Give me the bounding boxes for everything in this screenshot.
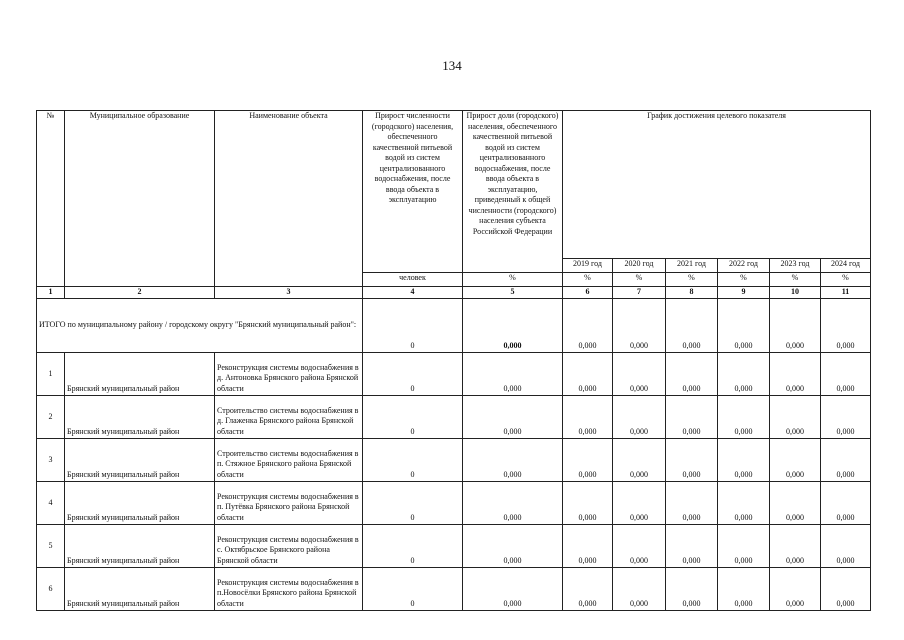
header-year-2023: 2023 год xyxy=(770,259,821,273)
row-year-value: 0,000 xyxy=(666,353,718,396)
header-row xyxy=(37,111,871,259)
row-year-value: 0,000 xyxy=(613,439,666,482)
row-year-value: 0,000 xyxy=(821,396,871,439)
table-row xyxy=(37,439,871,482)
unit-percent: % xyxy=(463,273,563,287)
table-row xyxy=(37,525,871,568)
row-year-value: 0,000 xyxy=(821,525,871,568)
total-2023: 0,000 xyxy=(770,299,821,353)
row-number: 4 xyxy=(37,482,65,525)
row-people: 0 xyxy=(363,482,463,525)
header-year-2024: 2024 год xyxy=(821,259,871,273)
row-number: 5 xyxy=(37,525,65,568)
row-people: 0 xyxy=(363,568,463,611)
row-number: 6 xyxy=(37,568,65,611)
total-label: ИТОГО по муниципальному району / городскому округу "Брянский муниципальный район": xyxy=(37,299,363,353)
col-number-5: 5 xyxy=(463,287,563,299)
total-people: 0 xyxy=(363,299,463,353)
row-year-value: 0,000 xyxy=(563,439,613,482)
row-municipality: Брянский муниципальный район xyxy=(65,353,215,396)
col-number-4: 4 xyxy=(363,287,463,299)
total-2019: 0,000 xyxy=(563,299,613,353)
table-row xyxy=(37,396,871,439)
row-year-value: 0,000 xyxy=(770,396,821,439)
row-year-value: 0,000 xyxy=(666,482,718,525)
row-year-value: 0,000 xyxy=(613,482,666,525)
row-year-value: 0,000 xyxy=(770,568,821,611)
unit-year-2022: % xyxy=(718,273,770,287)
row-object-name: Строительство системы водоснабжения в д. Глаженка Брянского района Брянской области xyxy=(215,396,363,439)
row-number: 3 xyxy=(37,439,65,482)
row-object-name: Реконструкция системы водоснабжения в п. Путёвка Брянского района Брянской области xyxy=(215,482,363,525)
table-row xyxy=(37,568,871,611)
row-people: 0 xyxy=(363,525,463,568)
total-2020: 0,000 xyxy=(613,299,666,353)
row-year-value: 0,000 xyxy=(770,439,821,482)
col-number-8: 8 xyxy=(666,287,718,299)
row-year-value: 0,000 xyxy=(821,568,871,611)
row-object-name: Реконструкция системы водоснабжения в с. Октябрьское Брянского района Брянской области xyxy=(215,525,363,568)
total-row xyxy=(37,299,871,353)
col-number-6: 6 xyxy=(563,287,613,299)
row-people: 0 xyxy=(363,439,463,482)
row-municipality: Брянский муниципальный район xyxy=(65,568,215,611)
row-share: 0,000 xyxy=(463,482,563,525)
header-schedule: График достижения целевого показателя xyxy=(563,111,871,259)
row-share: 0,000 xyxy=(463,568,563,611)
page-number: 134 xyxy=(442,58,462,73)
row-year-value: 0,000 xyxy=(666,396,718,439)
table-row xyxy=(37,353,871,396)
row-municipality: Брянский муниципальный район xyxy=(65,439,215,482)
header-year-2022: 2022 год xyxy=(718,259,770,273)
unit-year-2020: % xyxy=(613,273,666,287)
col-number-11: 11 xyxy=(821,287,871,299)
row-year-value: 0,000 xyxy=(718,525,770,568)
total-2021: 0,000 xyxy=(666,299,718,353)
row-year-value: 0,000 xyxy=(770,482,821,525)
unit-year-2023: % xyxy=(770,273,821,287)
header-municipality: Муниципальное образование xyxy=(65,111,215,287)
row-year-value: 0,000 xyxy=(718,482,770,525)
row-share: 0,000 xyxy=(463,525,563,568)
row-municipality: Брянский муниципальный район xyxy=(65,525,215,568)
row-object-name: Реконструкция системы водоснабжения в д. Антоновка Брянского района Брянской области xyxy=(215,353,363,396)
row-year-value: 0,000 xyxy=(613,525,666,568)
column-numbers-row xyxy=(37,287,871,299)
col-number-7: 7 xyxy=(613,287,666,299)
unit-year-2024: % xyxy=(821,273,871,287)
col-number-9: 9 xyxy=(718,287,770,299)
row-year-value: 0,000 xyxy=(666,439,718,482)
row-year-value: 0,000 xyxy=(666,525,718,568)
col-number-1: 1 xyxy=(37,287,65,299)
table-row xyxy=(37,482,871,525)
col-number-10: 10 xyxy=(770,287,821,299)
row-year-value: 0,000 xyxy=(563,568,613,611)
row-share: 0,000 xyxy=(463,396,563,439)
col-number-3: 3 xyxy=(215,287,363,299)
total-2024: 0,000 xyxy=(821,299,871,353)
header-object: Наименование объекта xyxy=(215,111,363,287)
row-year-value: 0,000 xyxy=(770,353,821,396)
row-year-value: 0,000 xyxy=(563,353,613,396)
row-municipality: Брянский муниципальный район xyxy=(65,396,215,439)
row-year-value: 0,000 xyxy=(563,525,613,568)
target-indicator-table xyxy=(36,110,871,611)
row-year-value: 0,000 xyxy=(666,568,718,611)
total-share: 0,000 xyxy=(463,299,563,353)
header-year-2020: 2020 год xyxy=(613,259,666,273)
col-number-2: 2 xyxy=(65,287,215,299)
row-year-value: 0,000 xyxy=(821,353,871,396)
row-year-value: 0,000 xyxy=(613,396,666,439)
header-year-2021: 2021 год xyxy=(666,259,718,273)
row-object-name: Реконструкция системы водоснабжения в п.Новосёлки Брянского района Брянской области xyxy=(215,568,363,611)
row-number: 1 xyxy=(37,353,65,396)
row-year-value: 0,000 xyxy=(718,396,770,439)
row-year-value: 0,000 xyxy=(821,482,871,525)
header-share-growth: Прирост доли (городского) населения, обеспеченного качественной питьевой водой из систем централизованного водоснабжения, после ввода объекта в эксплуатацию, приведенный к общей численности (городского) населения субъекта Российской Федерации xyxy=(463,111,563,273)
row-people: 0 xyxy=(363,353,463,396)
row-year-value: 0,000 xyxy=(613,353,666,396)
row-year-value: 0,000 xyxy=(770,525,821,568)
row-year-value: 0,000 xyxy=(718,353,770,396)
row-people: 0 xyxy=(363,396,463,439)
row-year-value: 0,000 xyxy=(718,568,770,611)
header-pop-growth: Прирост численности (городского) населения, обеспеченного качественной питьевой водой из систем централизованного водоснабжения, после ввода объекта в эксплуатацию xyxy=(363,111,463,273)
total-2022: 0,000 xyxy=(718,299,770,353)
row-year-value: 0,000 xyxy=(821,439,871,482)
header-num: № xyxy=(37,111,65,287)
unit-year-2019: % xyxy=(563,273,613,287)
unit-year-2021: % xyxy=(666,273,718,287)
row-year-value: 0,000 xyxy=(563,482,613,525)
row-year-value: 0,000 xyxy=(613,568,666,611)
unit-people: человек xyxy=(363,273,463,287)
header-year-2019: 2019 год xyxy=(563,259,613,273)
row-year-value: 0,000 xyxy=(563,396,613,439)
row-year-value: 0,000 xyxy=(718,439,770,482)
row-object-name: Строительство системы водоснабжения в п. Стяжное Брянского района Брянской области xyxy=(215,439,363,482)
row-municipality: Брянский муниципальный район xyxy=(65,482,215,525)
row-share: 0,000 xyxy=(463,439,563,482)
row-share: 0,000 xyxy=(463,353,563,396)
row-number: 2 xyxy=(37,396,65,439)
table-body xyxy=(37,111,871,611)
